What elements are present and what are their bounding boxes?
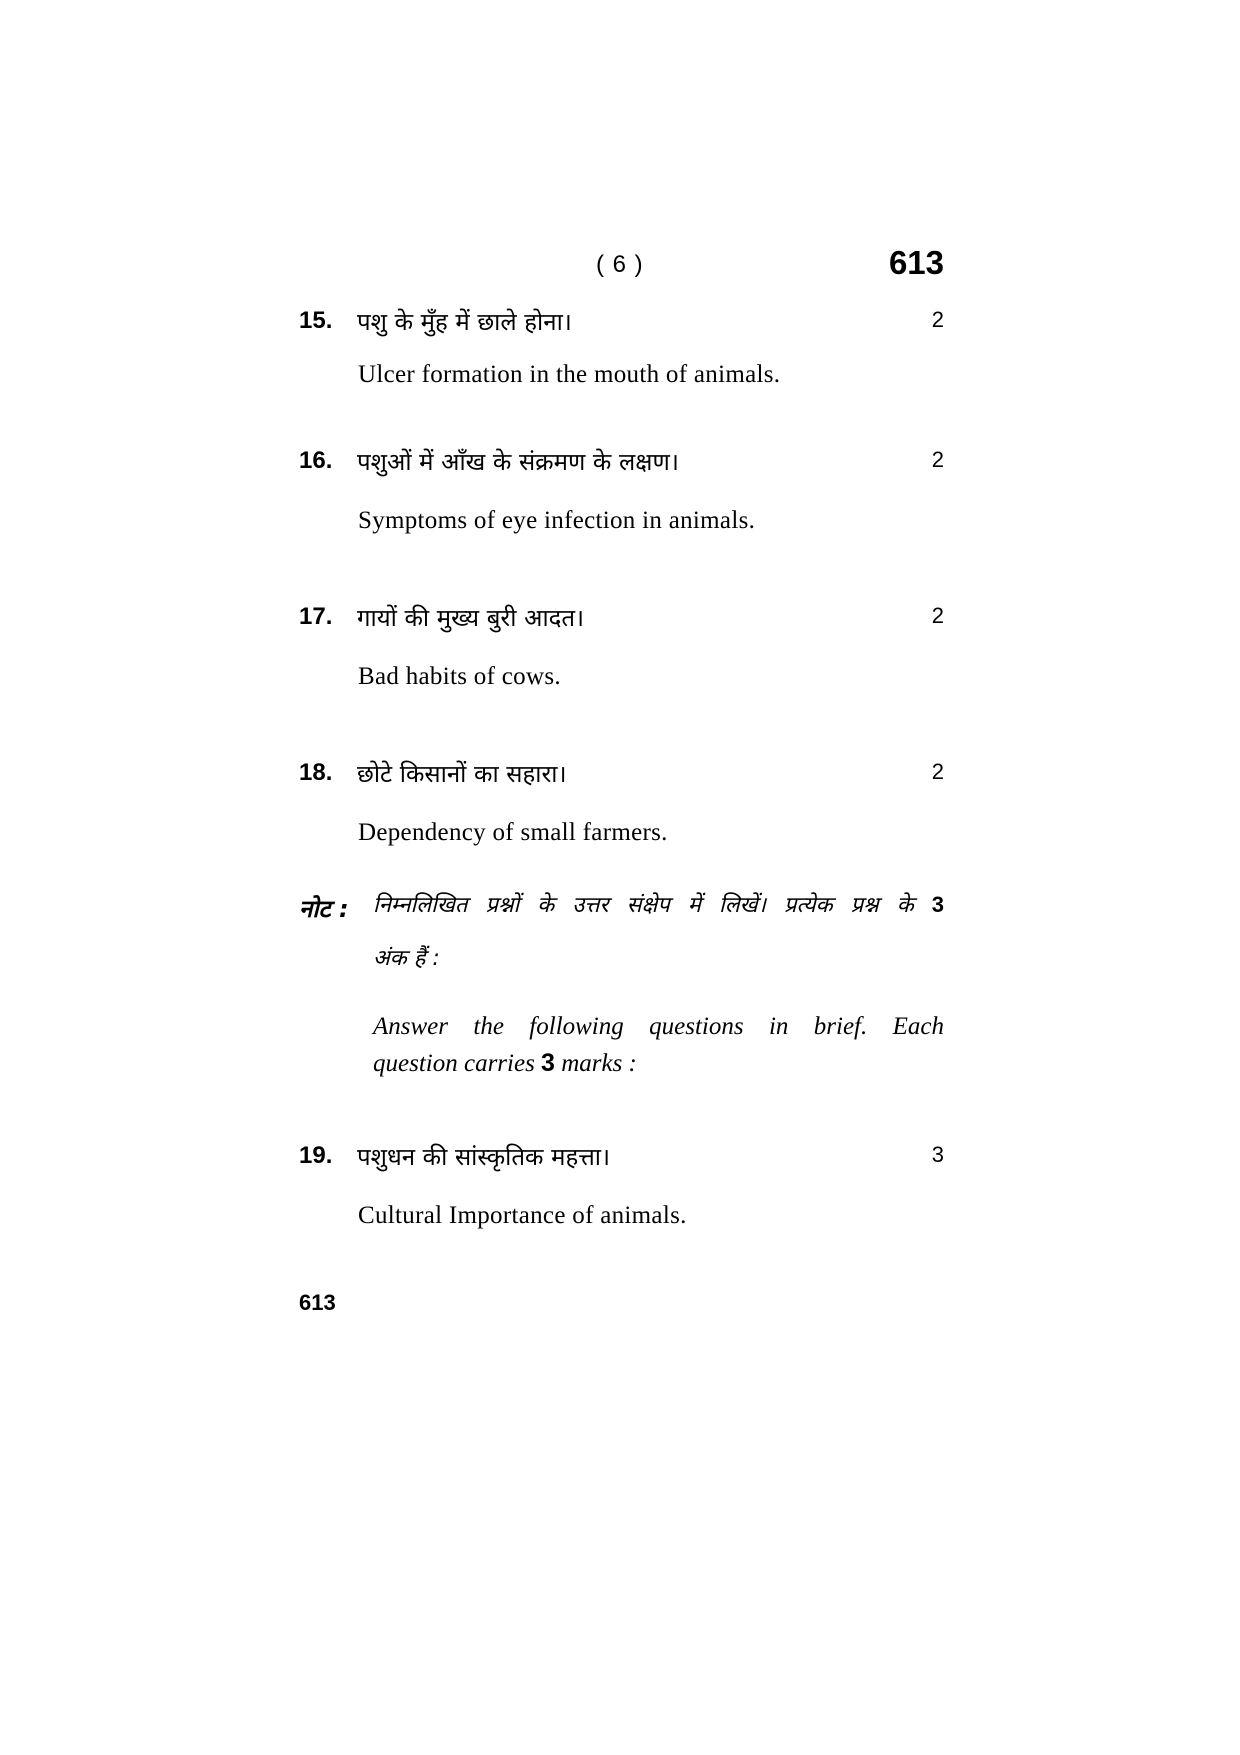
question-marks: 2 xyxy=(931,447,944,472)
question-16 xyxy=(299,447,944,487)
note-english-line: Answer the following questions in brief. Each xyxy=(373,1013,944,1040)
question-number: 15. xyxy=(299,307,333,334)
question-number: 18. xyxy=(299,759,333,786)
question-15 xyxy=(299,307,944,347)
note-text-english xyxy=(373,1005,944,1048)
question-text-english: Cultural Importance of animals. xyxy=(358,1202,687,1229)
paper-code-bottom: 613 xyxy=(299,1290,336,1315)
question-text-english: Symptoms of eye infection in animals. xyxy=(358,507,756,534)
question-text-english: Bad habits of cows. xyxy=(358,663,561,690)
note-hindi-line: निम्नलिखित प्रश्नों के उत्तर संक्षेप में लिखें। प्रत्येक प्रश्न के xyxy=(373,893,914,918)
question-marks: 2 xyxy=(931,307,944,332)
question-text-hindi: छोटे किसानों का सहारा। xyxy=(357,760,567,788)
note-english-marks: 3 xyxy=(541,1049,555,1077)
question-text-hindi: पशुओं में आँख के संक्रमण के लक्षण। xyxy=(357,448,679,476)
note-english-post: marks : xyxy=(561,1050,637,1077)
question-number: 19. xyxy=(299,1142,333,1169)
note-text-english-2 xyxy=(373,1049,637,1078)
question-text-hindi: पशुधन की सांस्कृतिक महत्ता। xyxy=(357,1143,611,1171)
note-text-hindi xyxy=(373,879,944,932)
note-text-hindi-2: अंक हैं : xyxy=(373,946,440,971)
question-18 xyxy=(299,759,944,799)
note-label: नोट : xyxy=(299,895,349,923)
question-text-english: Dependency of small farmers. xyxy=(358,819,668,846)
question-text-hindi: पशु के मुँह में छाले होना। xyxy=(357,308,572,336)
question-number: 16. xyxy=(299,447,333,474)
question-marks: 2 xyxy=(931,759,944,784)
paper-code-top: 613 xyxy=(888,244,944,281)
note-english-pre: question carries xyxy=(373,1050,535,1077)
question-text-hindi: गायों की मुख्य बुरी आदत। xyxy=(357,604,585,632)
question-17 xyxy=(299,603,944,643)
question-number: 17. xyxy=(299,603,333,630)
question-marks: 2 xyxy=(931,603,944,628)
question-text-english: Ulcer formation in the mouth of animals. xyxy=(358,361,781,388)
page-number-label: ( 6 ) xyxy=(596,251,644,278)
question-marks: 3 xyxy=(931,1142,944,1167)
note-hindi-marks: 3 xyxy=(931,892,944,917)
question-19 xyxy=(299,1142,944,1182)
